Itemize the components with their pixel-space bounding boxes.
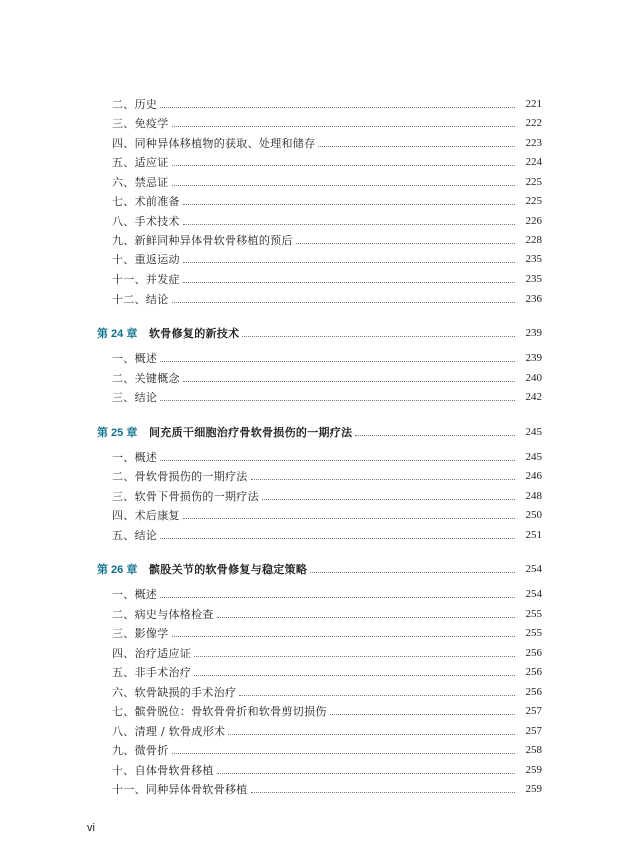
leader-dots xyxy=(228,734,515,735)
leader-dots xyxy=(194,675,515,676)
leader-dots xyxy=(217,773,515,774)
leader-dots xyxy=(242,336,515,337)
toc-entry[interactable] xyxy=(0,467,640,485)
toc-entry-page: 255 xyxy=(525,627,542,639)
leader-dots xyxy=(251,479,515,480)
leader-dots xyxy=(160,538,515,539)
leader-dots xyxy=(172,753,516,754)
toc-entry[interactable] xyxy=(0,585,640,603)
leader-dots xyxy=(172,636,516,637)
leader-dots xyxy=(262,499,515,500)
toc-entry[interactable] xyxy=(0,369,640,387)
toc-entry-page: 257 xyxy=(525,705,542,717)
toc-entry-title: 十、自体骨软骨移植 xyxy=(112,764,214,777)
toc-entry-page: 248 xyxy=(525,490,542,502)
leader-dots xyxy=(355,435,515,436)
toc-entry-title: 七、髌骨脱位：骨软骨骨折和软骨剪切损伤 xyxy=(112,705,327,718)
chapter-number: 第 26 章 xyxy=(97,564,138,576)
toc-entry[interactable] xyxy=(0,624,640,642)
chapter-number: 第 25 章 xyxy=(97,427,138,439)
leader-dots xyxy=(330,714,515,715)
chapter-title: 间充质干细胞治疗骨软骨损伤的一期疗法 xyxy=(149,427,353,439)
toc-entry-title: 二、关键概念 xyxy=(112,372,180,385)
leader-dots xyxy=(183,282,515,283)
toc-entry-page: 246 xyxy=(525,470,542,482)
leader-dots xyxy=(296,243,515,244)
leader-dots xyxy=(194,656,515,657)
toc-entry[interactable] xyxy=(0,270,640,288)
toc-entry-page: 259 xyxy=(525,783,542,795)
chapter-page: 245 xyxy=(525,426,542,438)
toc-entry[interactable] xyxy=(0,173,640,191)
toc-chapter-25[interactable] xyxy=(0,423,640,441)
toc-entry[interactable] xyxy=(0,388,640,406)
toc-entry-page: 235 xyxy=(525,273,542,285)
leader-dots xyxy=(172,302,516,303)
toc-entry[interactable] xyxy=(0,683,640,701)
toc-entry-title: 五、结论 xyxy=(112,529,158,542)
toc-entry-page: 224 xyxy=(525,156,542,168)
toc-entry[interactable] xyxy=(0,722,640,740)
toc-entry-title: 六、软骨缺损的手术治疗 xyxy=(112,686,237,699)
toc-entry[interactable] xyxy=(0,212,640,230)
toc-entry-page: 236 xyxy=(525,293,542,305)
toc-entry-page: 259 xyxy=(525,764,542,776)
toc-entry-title: 七、术前准备 xyxy=(112,195,180,208)
leader-dots xyxy=(217,617,515,618)
toc-entry[interactable] xyxy=(0,114,640,132)
toc-entry-title: 一、概述 xyxy=(112,352,158,365)
leader-dots xyxy=(160,597,515,598)
toc-entry-title: 八、手术技术 xyxy=(112,215,180,228)
toc-entry[interactable] xyxy=(0,349,640,367)
toc-entry-title: 四、同种异体移植物的获取、处理和储存 xyxy=(112,137,316,150)
toc-entry-page: 239 xyxy=(525,352,542,364)
chapter-number: 第 24 章 xyxy=(97,328,138,340)
toc-entry-page: 225 xyxy=(525,176,542,188)
toc-entry[interactable] xyxy=(0,290,640,308)
toc-entry-title: 三、免疫学 xyxy=(112,117,169,130)
toc-entry-title: 四、术后康复 xyxy=(112,509,180,522)
toc-entry[interactable] xyxy=(0,780,640,798)
chapter-page: 239 xyxy=(525,327,542,339)
toc-chapter-24[interactable] xyxy=(0,324,640,342)
toc-entry-title: 二、历史 xyxy=(112,98,158,111)
toc-entry[interactable] xyxy=(0,741,640,759)
toc-entry-title: 三、软骨下骨损伤的一期疗法 xyxy=(112,490,259,503)
toc-entry-title: 三、结论 xyxy=(112,391,158,404)
toc-entry-page: 254 xyxy=(525,588,542,600)
toc-entry-title: 四、治疗适应证 xyxy=(112,647,192,660)
leader-dots xyxy=(160,107,515,108)
toc-entry-page: 251 xyxy=(525,529,542,541)
toc-chapter-26[interactable] xyxy=(0,560,640,578)
toc-entry[interactable] xyxy=(0,448,640,466)
toc-entry[interactable] xyxy=(0,526,640,544)
toc-entry-title: 五、非手术治疗 xyxy=(112,666,192,679)
toc-entry-title: 六、禁忌证 xyxy=(112,176,169,189)
leader-dots xyxy=(239,695,515,696)
toc-entry-page: 221 xyxy=(525,98,542,110)
toc-entry-page: 225 xyxy=(525,195,542,207)
toc-entry-page: 222 xyxy=(525,117,542,129)
toc-entry[interactable] xyxy=(0,487,640,505)
toc-entry-page: 240 xyxy=(525,372,542,384)
leader-dots xyxy=(172,185,516,186)
leader-dots xyxy=(183,224,515,225)
leader-dots xyxy=(160,400,515,401)
toc-entry-page: 256 xyxy=(525,686,542,698)
toc-entry-page: 235 xyxy=(525,253,542,265)
toc-entry-page: 257 xyxy=(525,725,542,737)
toc-entry[interactable] xyxy=(0,134,640,152)
toc-entry-title: 十一、同种异体骨软骨移植 xyxy=(112,783,248,796)
leader-dots xyxy=(310,572,515,573)
toc-entry-page: 245 xyxy=(525,451,542,463)
toc-entry-title: 三、影像学 xyxy=(112,627,169,640)
toc-entry-title: 十、重返运动 xyxy=(112,253,180,266)
toc-entry-title: 九、新鲜同种异体骨软骨移植的预后 xyxy=(112,234,293,247)
toc-entry-page: 256 xyxy=(525,647,542,659)
toc-entry-page: 256 xyxy=(525,666,542,678)
toc-entry-title: 二、病史与体格检查 xyxy=(112,608,214,621)
toc-entry[interactable] xyxy=(0,153,640,171)
chapter-title: 软骨修复的新技术 xyxy=(149,328,240,340)
chapter-page: 254 xyxy=(525,563,542,575)
page-number: vi xyxy=(87,822,95,834)
leader-dots xyxy=(318,146,515,147)
toc-entry-title: 一、概述 xyxy=(112,451,158,464)
toc-entry[interactable] xyxy=(0,95,640,113)
toc-entry[interactable] xyxy=(0,192,640,210)
toc-entry[interactable] xyxy=(0,231,640,249)
toc-entry-title: 九、微骨折 xyxy=(112,744,169,757)
toc-entry-title: 五、适应证 xyxy=(112,156,169,169)
leader-dots xyxy=(183,518,515,519)
toc-entry-title: 十一、并发症 xyxy=(112,273,180,286)
leader-dots xyxy=(160,361,515,362)
leader-dots xyxy=(183,262,515,263)
toc-entry[interactable] xyxy=(0,663,640,681)
toc-entry-title: 一、概述 xyxy=(112,588,158,601)
toc-entry-title: 十二、结论 xyxy=(112,293,169,306)
toc-entry-page: 255 xyxy=(525,608,542,620)
leader-dots xyxy=(172,126,516,127)
leader-dots xyxy=(183,381,515,382)
leader-dots xyxy=(172,165,516,166)
toc-entry[interactable] xyxy=(0,506,640,524)
toc-entry-page: 250 xyxy=(525,509,542,521)
toc-entry[interactable] xyxy=(0,644,640,662)
leader-dots xyxy=(160,460,515,461)
toc-entry-title: 二、骨软骨损伤的一期疗法 xyxy=(112,470,248,483)
toc-entry[interactable] xyxy=(0,605,640,623)
toc-entry-page: 223 xyxy=(525,137,542,149)
toc-entry[interactable] xyxy=(0,250,640,268)
toc-entry-page: 242 xyxy=(525,391,542,403)
chapter-title: 髌股关节的软骨修复与稳定策略 xyxy=(149,564,308,576)
toc-entry[interactable] xyxy=(0,761,640,779)
leader-dots xyxy=(183,204,515,205)
leader-dots xyxy=(251,792,515,793)
toc-entry[interactable] xyxy=(0,702,640,720)
toc-entry-page: 228 xyxy=(525,234,542,246)
toc-entry-page: 226 xyxy=(525,215,542,227)
toc-entry-page: 258 xyxy=(525,744,542,756)
toc-entry-title: 八、清理 / 软骨成形术 xyxy=(112,725,226,738)
